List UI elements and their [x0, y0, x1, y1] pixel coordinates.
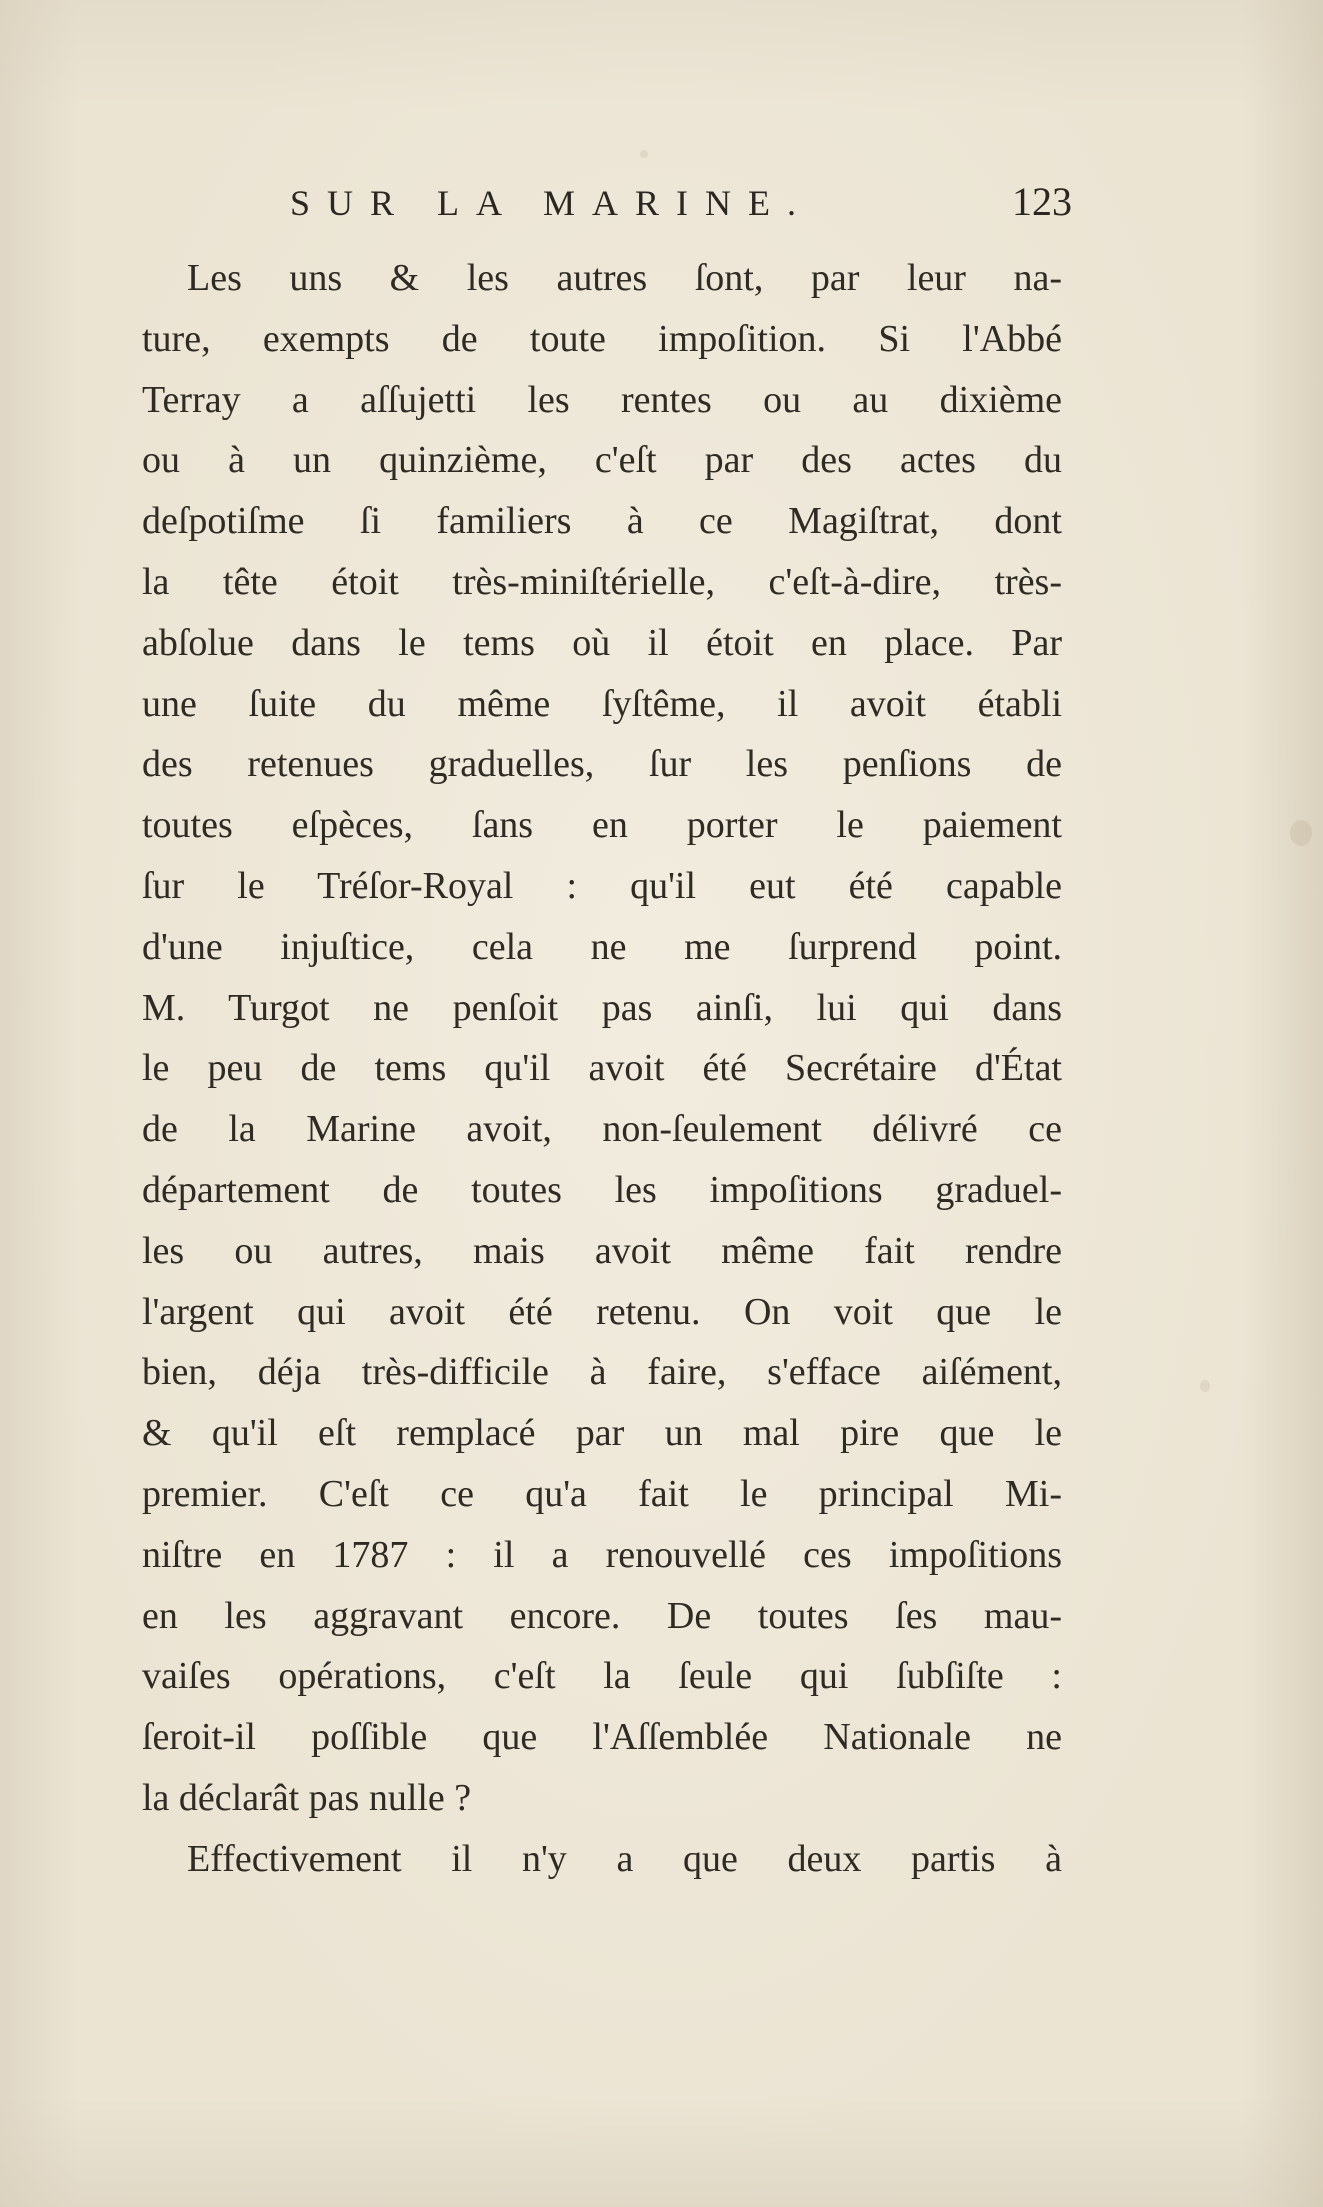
text-line: deſpotiſme ſi familiers à ce Magiſtrat, dont [142, 500, 1062, 543]
text-line: bien, déja très-difficile à faire, s'efface aiſément, [142, 1351, 1062, 1394]
text-line: de la Marine avoit, non-ſeulement délivré ce [142, 1108, 1062, 1151]
text-line: & qu'il eſt remplacé par un mal pire que le [142, 1412, 1062, 1455]
text-line: d'une injuſtice, cela ne me ſurprend point. [142, 925, 1062, 968]
text-line: les ou autres, mais avoit même fait rendre [142, 1229, 1062, 1272]
text-line: premier. C'eſt ce qu'a fait le principal Mi- [142, 1472, 1062, 1515]
foxing-spot [1290, 820, 1312, 846]
text-line: niſtre en 1787 : il a renouvellé ces impoſitions [142, 1533, 1062, 1576]
text-line: abſolue dans le tems où il étoit en place. Par [142, 621, 1062, 664]
text-line: ture, exempts de toute impoſition. Si l'Abbé [142, 317, 1062, 360]
running-head-title: SUR LA MARINE. [290, 183, 814, 223]
text-line: Terray a aſſujetti les rentes ou au dixième [142, 378, 1062, 421]
foxing-spot [640, 150, 648, 158]
text-line: ſur le Tréſor-Royal : qu'il eut été capable [142, 864, 1062, 907]
text-line: une ſuite du même ſyſtême, il avoit établi [142, 682, 1062, 725]
foxing-spot [1200, 1380, 1210, 1392]
text-line: ou à un quinzième, c'eſt par des actes du [142, 439, 1062, 482]
text-line: la tête étoit très-miniſtérielle, c'eſt-à-dire, très- [142, 560, 1062, 603]
text-line: département de toutes les impoſitions graduel- [142, 1168, 1062, 1211]
text-line: l'argent qui avoit été retenu. On voit que le [142, 1290, 1062, 1333]
text-line: toutes eſpèces, ſans en porter le paiement [142, 804, 1062, 847]
text-line: M. Turgot ne penſoit pas ainſi, lui qui dans [142, 986, 1062, 1029]
text-line: ſeroit-il poſſible que l'Aſſemblée Nationale ne [142, 1716, 1062, 1759]
text-line: en les aggravant encore. De toutes ſes mau- [142, 1594, 1062, 1637]
page-number: 123 [1012, 179, 1072, 224]
text-line: vaiſes opérations, c'eſt la ſeule qui ſubſiſte : [142, 1655, 1062, 1698]
running-head [290, 178, 1072, 238]
text-line: Les uns & les autres ſont, par leur na- [187, 257, 1062, 299]
text-line: des retenues graduelles, ſur les penſions de [142, 743, 1062, 786]
text-line: le peu de tems qu'il avoit été Secrétaire d'État [142, 1047, 1062, 1090]
text-line: Effectivement il n'y a que deux partis à [187, 1837, 1062, 1880]
text-line: la déclarât pas nulle ? [142, 1776, 472, 1819]
body-text [142, 248, 1062, 1890]
